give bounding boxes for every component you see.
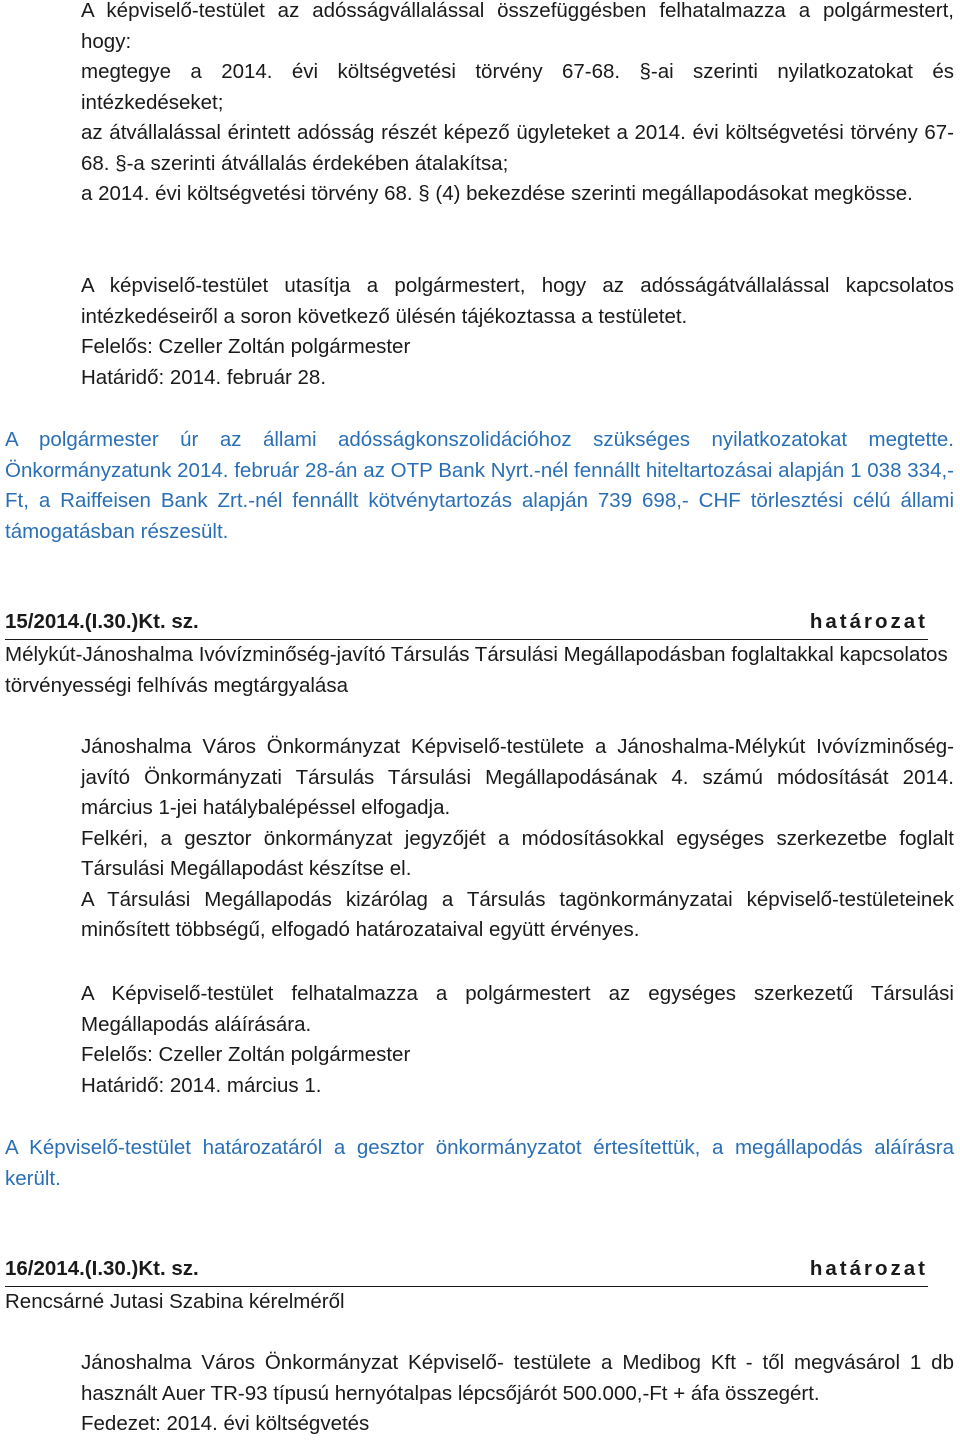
resolution-15-subject: [5, 640, 954, 701]
funding-line: Fedezet: 2014. évi költségvetés: [81, 1412, 370, 1435]
resolution-15-heading: [5, 609, 928, 640]
resolution-16-heading: [5, 1256, 928, 1287]
paragraph-item-1: megtegye a 2014. évi költségvetési törvény 67-68. §-ai szerinti nyilatkozatokat és intézkedéseket;: [81, 60, 954, 114]
resolution-15-authorization: [81, 979, 954, 1101]
deadline-line: Határidő: 2014. február 28.: [81, 365, 327, 389]
resolution-15-body: [81, 732, 954, 946]
paragraph-authorize-signing: A Képviselő-testület felhatalmazza a polgármestert az egységes szerkezetű Társulási Megállapodás aláírására.: [81, 982, 954, 1036]
resolution-kind: határozat: [809, 609, 928, 633]
resolution-subject: Rencsárné Jutasi Szabina kérelméről: [5, 1290, 345, 1313]
resolution-number: 15/2014.(I.30.)Kt. sz.: [5, 609, 199, 633]
report-note-1: [5, 425, 954, 547]
deadline-line: Határidő: 2014. március 1.: [81, 1073, 322, 1097]
paragraph-item-3: a 2014. évi költségvetési törvény 68. § (4) bekezdése szerinti megállapodásokat megkösse.: [81, 182, 913, 205]
report-note-text: A Képviselő-testület határozatáról a gesztor önkormányzatot értesítettük, a megállapodás aláírásra került.: [5, 1136, 954, 1190]
paragraph-validity: A Társulási Megállapodás kizárólag a Társulás tagönkormányzatai képviselő-testületeinek minősített többségű, elfogadó határozataival együtt érvényes.: [81, 887, 954, 941]
paragraph-authorization: A képviselő-testület az adósságvállalással összefüggésben felhatalmazza a polgármestert, hogy:: [81, 0, 954, 53]
report-note-2: [5, 1133, 954, 1194]
paragraph-adopt: Jánoshalma Város Önkormányzat Képviselő-testülete a Jánoshalma-Mélykút Ivóvízminőség-javító Önkormányzati Társulás Társulási Megállapodásának 4. számú módosítását 2014. március 1-jei hatálybalépéssel elfogadja.: [81, 735, 954, 819]
resolution-16-subject: [5, 1287, 954, 1318]
paragraph-item-2: az átvállalással érintett adósság részét képező ügyleteket a 2014. évi költségvetési törvény 67-68. §-a szerinti átvállalás érdekében átalakítsa;: [81, 121, 954, 175]
paragraph-instruction: A képviselő-testület utasítja a polgármestert, hogy az adósságátvállalással kapcsolatos intézkedéseiről a soron következő ülésén tájékoztassa a testületet.: [81, 274, 954, 328]
resolution-16-body: [81, 1348, 954, 1440]
report-note-text: A polgármester úr az állami adósságkonszolidációhoz szükséges nyilatkozatokat megtette. Önkormányzatunk 2014. február 28-án az OTP Bank Nyrt.-nél fennállt hiteltartozásai alapján 1 038 334,- Ft, a Raiffeisen Bank Zrt.-nél fennállt kötvénytartozás alapján 739 698,- CHF törlesztési célú állami támogatásban részesült.: [5, 428, 954, 543]
resolution-subject: Mélykút-Jánoshalma Ivóvízminőség-javító Társulás Társulási Megállapodásban foglaltakkal kapcsolatos törvényességi felhívás megtárgyalása: [5, 643, 948, 697]
resolution-number: 16/2014.(I.30.)Kt. sz.: [5, 1256, 199, 1280]
responsible-line: Felelős: Czeller Zoltán polgármester: [81, 335, 411, 358]
resolution-kind: határozat: [809, 1256, 928, 1280]
resolution-continuation: [81, 0, 954, 210]
responsible-line: Felelős: Czeller Zoltán polgármester: [81, 1043, 411, 1066]
paragraph-request: Felkéri, a gesztor önkormányzat jegyzőjét a módosításokkal egységes szerkezetbe foglalt Társulási Megállapodást készítse el.: [81, 826, 954, 880]
resolution-instruction: [81, 271, 954, 393]
paragraph-purchase: Jánoshalma Város Önkormányzat Képviselő- testülete a Medibog Kft - től megvásárol 1 db használt Auer TR-93 típusú hernyótalpas lépcsőjárót 500.000,-Ft + áfa összegért.: [81, 1351, 954, 1405]
